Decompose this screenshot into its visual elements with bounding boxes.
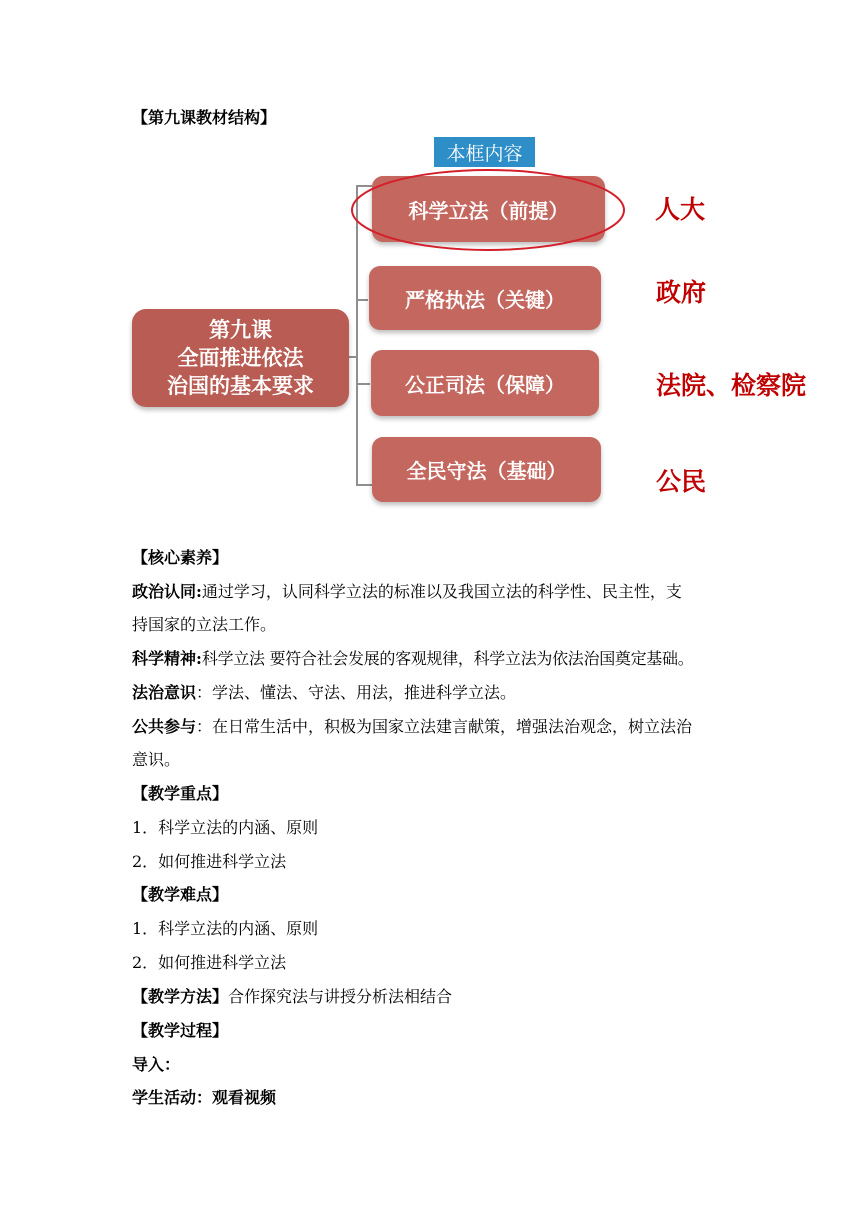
difficult-heading: 【教学难点】 — [132, 885, 229, 904]
central-line-2: 全面推进依法 — [177, 346, 304, 370]
branch-scientific-legislation: 科学立法（前提） — [372, 176, 605, 242]
method-text: 合作探究法与讲授分析法相结合 — [228, 987, 453, 1006]
structure-heading: 【第九课教材结构】 — [132, 108, 277, 127]
actor-npc: 人大 — [655, 195, 706, 224]
core-term: 公共参与 — [132, 717, 197, 736]
method-line — [132, 984, 452, 1007]
key-point-2: 2．如何推进科学立法 — [132, 852, 287, 871]
core-text: 科学立法 要符合社会发展的客观规律，科学立法为依法治国奠定基础。 — [201, 649, 694, 668]
actor-citizens: 公民 — [656, 467, 707, 496]
core-text: 通过学习，认同科学立法的标准以及我国立法的科学性、民主性，支 — [201, 582, 682, 601]
actor-courts: 法院、检察院 — [656, 371, 807, 400]
process-heading: 【教学过程】 — [132, 1021, 229, 1040]
connector-branch-3 — [356, 383, 370, 385]
difficult-point-2: 2．如何推进科学立法 — [132, 953, 287, 972]
core-item-4 — [132, 714, 692, 737]
core-heading: 【核心素养】 — [132, 548, 229, 567]
structure-diagram — [0, 0, 860, 520]
branch-law-abiding: 全民守法（基础） — [372, 437, 601, 502]
core-item-4-cont: 意识。 — [132, 750, 181, 769]
highlight-ellipse — [348, 166, 628, 254]
connector-center — [349, 356, 358, 358]
branch-strict-enforcement: 严格执法（关键） — [369, 266, 601, 330]
actor-government: 政府 — [656, 278, 707, 307]
core-term: 法治意识 — [132, 683, 197, 702]
central-line-3: 治国的基本要求 — [167, 374, 314, 398]
core-item-2 — [132, 646, 693, 669]
method-heading: 【教学方法】 — [132, 987, 229, 1006]
central-line-1: 第九课 — [209, 318, 272, 342]
branch-fair-justice: 公正司法（保障） — [371, 350, 599, 416]
activity-label: 学生活动：观看视频 — [132, 1088, 277, 1107]
central-node — [132, 309, 349, 407]
key-point-1: 1．科学立法的内涵、原则 — [132, 818, 319, 837]
key-heading: 【教学重点】 — [132, 784, 229, 803]
core-item-1 — [132, 579, 682, 602]
diagram-tab-label: 本框内容 — [434, 137, 535, 167]
core-text: ：在日常生活中，积极为国家立法建言献策，增强法治观念，树立法治 — [196, 717, 693, 736]
intro-label: 导入： — [132, 1055, 181, 1074]
difficult-point-1: 1．科学立法的内涵、原则 — [132, 919, 319, 938]
connector-branch-2 — [356, 299, 368, 301]
core-text: ：学法、懂法、守法、用法，推进科学立法。 — [196, 683, 517, 702]
core-item-1-cont: 持国家的立法工作。 — [132, 615, 277, 634]
connector-branch-4 — [356, 484, 372, 486]
core-term: 政治认同: — [132, 582, 202, 601]
core-term: 科学精神: — [132, 649, 202, 668]
core-item-3 — [132, 680, 516, 703]
